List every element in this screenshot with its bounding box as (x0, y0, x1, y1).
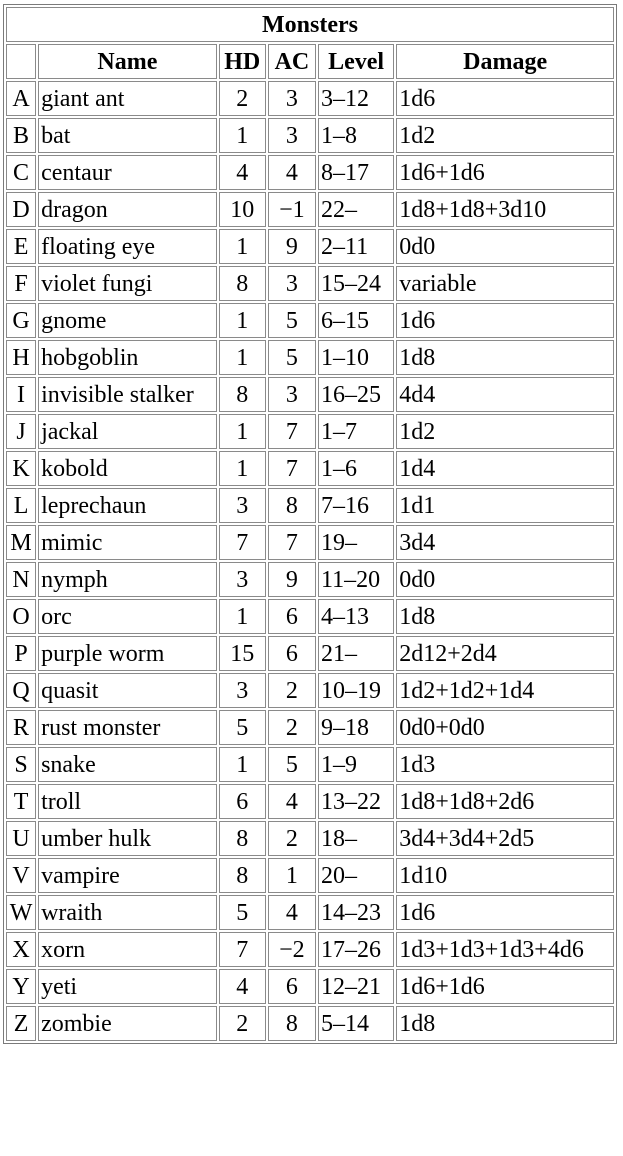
cell-damage: 0d0 (396, 229, 614, 264)
cell-hd: 1 (219, 340, 266, 375)
cell-level: 11–20 (318, 562, 394, 597)
cell-ac: 6 (268, 969, 316, 1004)
cell-name: nymph (38, 562, 217, 597)
cell-name: mimic (38, 525, 217, 560)
cell-ac: 3 (268, 81, 316, 116)
cell-letter: E (6, 229, 36, 264)
cell-hd: 5 (219, 710, 266, 745)
table-row (6, 414, 614, 449)
table-row (6, 118, 614, 153)
table-row (6, 710, 614, 745)
cell-hd: 4 (219, 969, 266, 1004)
cell-letter: B (6, 118, 36, 153)
table-row (6, 821, 614, 856)
cell-letter: Y (6, 969, 36, 1004)
cell-level: 1–8 (318, 118, 394, 153)
cell-name: rust monster (38, 710, 217, 745)
cell-name: dragon (38, 192, 217, 227)
cell-ac: 1 (268, 858, 316, 893)
cell-name: orc (38, 599, 217, 634)
cell-name: floating eye (38, 229, 217, 264)
cell-ac: 7 (268, 525, 316, 560)
cell-hd: 3 (219, 673, 266, 708)
cell-hd: 5 (219, 895, 266, 930)
cell-hd: 1 (219, 414, 266, 449)
cell-name: snake (38, 747, 217, 782)
cell-name: jackal (38, 414, 217, 449)
cell-name: hobgoblin (38, 340, 217, 375)
cell-letter: R (6, 710, 36, 745)
table-row (6, 340, 614, 375)
cell-name: bat (38, 118, 217, 153)
table-row (6, 1006, 614, 1041)
cell-name: violet fungi (38, 266, 217, 301)
cell-damage: 0d0+0d0 (396, 710, 614, 745)
table-row (6, 747, 614, 782)
cell-ac: 9 (268, 229, 316, 264)
cell-level: 13–22 (318, 784, 394, 819)
cell-level: 18– (318, 821, 394, 856)
header-ac: AC (268, 44, 316, 79)
cell-letter: O (6, 599, 36, 634)
table-row (6, 229, 614, 264)
cell-name: zombie (38, 1006, 217, 1041)
cell-hd: 1 (219, 229, 266, 264)
cell-hd: 2 (219, 81, 266, 116)
cell-level: 10–19 (318, 673, 394, 708)
cell-ac: −1 (268, 192, 316, 227)
table-row (6, 525, 614, 560)
cell-damage: 3d4 (396, 525, 614, 560)
cell-level: 17–26 (318, 932, 394, 967)
cell-level: 8–17 (318, 155, 394, 190)
cell-hd: 8 (219, 266, 266, 301)
cell-ac: 4 (268, 784, 316, 819)
table-row (6, 192, 614, 227)
cell-letter: D (6, 192, 36, 227)
cell-hd: 10 (219, 192, 266, 227)
table-row (6, 155, 614, 190)
table-row (6, 858, 614, 893)
cell-level: 9–18 (318, 710, 394, 745)
cell-hd: 2 (219, 1006, 266, 1041)
table-row (6, 266, 614, 301)
cell-name: yeti (38, 969, 217, 1004)
cell-damage: 1d3+1d3+1d3+4d6 (396, 932, 614, 967)
cell-damage: variable (396, 266, 614, 301)
cell-level: 15–24 (318, 266, 394, 301)
header-level: Level (318, 44, 394, 79)
cell-ac: 2 (268, 821, 316, 856)
table-row (6, 377, 614, 412)
table-caption: Monsters (6, 7, 614, 42)
cell-damage: 4d4 (396, 377, 614, 412)
cell-letter: K (6, 451, 36, 486)
cell-ac: 9 (268, 562, 316, 597)
cell-damage: 0d0 (396, 562, 614, 597)
cell-damage: 1d8 (396, 1006, 614, 1041)
cell-hd: 3 (219, 562, 266, 597)
cell-hd: 1 (219, 118, 266, 153)
table-row (6, 488, 614, 523)
cell-hd: 6 (219, 784, 266, 819)
cell-letter: Q (6, 673, 36, 708)
cell-level: 4–13 (318, 599, 394, 634)
cell-ac: 2 (268, 710, 316, 745)
cell-damage: 1d1 (396, 488, 614, 523)
cell-name: wraith (38, 895, 217, 930)
cell-level: 1–10 (318, 340, 394, 375)
cell-damage: 1d8+1d8+2d6 (396, 784, 614, 819)
cell-letter: S (6, 747, 36, 782)
cell-damage: 1d2 (396, 118, 614, 153)
cell-letter: P (6, 636, 36, 671)
cell-damage: 1d8 (396, 340, 614, 375)
cell-ac: 7 (268, 451, 316, 486)
cell-ac: 4 (268, 895, 316, 930)
cell-ac: 5 (268, 303, 316, 338)
cell-hd: 7 (219, 525, 266, 560)
cell-hd: 1 (219, 451, 266, 486)
cell-level: 22– (318, 192, 394, 227)
cell-hd: 4 (219, 155, 266, 190)
cell-letter: T (6, 784, 36, 819)
monsters-table (3, 4, 617, 1044)
cell-damage: 1d6+1d6 (396, 969, 614, 1004)
table-row (6, 969, 614, 1004)
table-row (6, 932, 614, 967)
cell-damage: 1d6 (396, 81, 614, 116)
cell-level: 16–25 (318, 377, 394, 412)
header-letter (6, 44, 36, 79)
caption-row (6, 7, 614, 42)
cell-ac: 2 (268, 673, 316, 708)
cell-level: 14–23 (318, 895, 394, 930)
cell-level: 12–21 (318, 969, 394, 1004)
cell-hd: 15 (219, 636, 266, 671)
cell-damage: 1d8+1d8+3d10 (396, 192, 614, 227)
header-damage: Damage (396, 44, 614, 79)
cell-level: 5–14 (318, 1006, 394, 1041)
cell-letter: I (6, 377, 36, 412)
cell-ac: 3 (268, 377, 316, 412)
cell-ac: −2 (268, 932, 316, 967)
cell-level: 20– (318, 858, 394, 893)
cell-level: 1–6 (318, 451, 394, 486)
cell-hd: 8 (219, 377, 266, 412)
cell-letter: H (6, 340, 36, 375)
cell-level: 19– (318, 525, 394, 560)
cell-hd: 8 (219, 821, 266, 856)
cell-hd: 1 (219, 599, 266, 634)
cell-damage: 1d10 (396, 858, 614, 893)
cell-damage: 3d4+3d4+2d5 (396, 821, 614, 856)
cell-damage: 1d6 (396, 895, 614, 930)
cell-name: kobold (38, 451, 217, 486)
table-row (6, 303, 614, 338)
cell-ac: 5 (268, 747, 316, 782)
header-name: Name (38, 44, 217, 79)
cell-ac: 5 (268, 340, 316, 375)
cell-letter: L (6, 488, 36, 523)
cell-ac: 3 (268, 118, 316, 153)
cell-name: xorn (38, 932, 217, 967)
header-hd: HD (219, 44, 266, 79)
header-row (6, 44, 614, 79)
table-row (6, 895, 614, 930)
cell-ac: 8 (268, 488, 316, 523)
cell-name: purple worm (38, 636, 217, 671)
cell-hd: 8 (219, 858, 266, 893)
cell-letter: J (6, 414, 36, 449)
cell-letter: X (6, 932, 36, 967)
cell-ac: 7 (268, 414, 316, 449)
cell-name: vampire (38, 858, 217, 893)
cell-damage: 1d2+1d2+1d4 (396, 673, 614, 708)
table-body (6, 81, 614, 1041)
cell-damage: 1d4 (396, 451, 614, 486)
cell-letter: W (6, 895, 36, 930)
cell-ac: 8 (268, 1006, 316, 1041)
cell-letter: A (6, 81, 36, 116)
cell-name: troll (38, 784, 217, 819)
cell-letter: C (6, 155, 36, 190)
cell-hd: 3 (219, 488, 266, 523)
cell-letter: G (6, 303, 36, 338)
cell-damage: 2d12+2d4 (396, 636, 614, 671)
cell-name: umber hulk (38, 821, 217, 856)
cell-letter: U (6, 821, 36, 856)
cell-level: 21– (318, 636, 394, 671)
cell-name: gnome (38, 303, 217, 338)
cell-damage: 1d8 (396, 599, 614, 634)
table-row (6, 636, 614, 671)
cell-name: leprechaun (38, 488, 217, 523)
cell-damage: 1d2 (396, 414, 614, 449)
cell-letter: N (6, 562, 36, 597)
cell-hd: 7 (219, 932, 266, 967)
cell-level: 7–16 (318, 488, 394, 523)
table-row (6, 562, 614, 597)
table-row (6, 673, 614, 708)
table-row (6, 81, 614, 116)
cell-letter: M (6, 525, 36, 560)
cell-letter: Z (6, 1006, 36, 1041)
cell-name: quasit (38, 673, 217, 708)
cell-damage: 1d3 (396, 747, 614, 782)
cell-ac: 6 (268, 636, 316, 671)
cell-damage: 1d6 (396, 303, 614, 338)
cell-hd: 1 (219, 303, 266, 338)
table-row (6, 451, 614, 486)
cell-level: 1–7 (318, 414, 394, 449)
cell-damage: 1d6+1d6 (396, 155, 614, 190)
cell-name: centaur (38, 155, 217, 190)
cell-name: invisible stalker (38, 377, 217, 412)
cell-level: 3–12 (318, 81, 394, 116)
table-row (6, 599, 614, 634)
cell-hd: 1 (219, 747, 266, 782)
cell-letter: F (6, 266, 36, 301)
cell-ac: 6 (268, 599, 316, 634)
cell-level: 6–15 (318, 303, 394, 338)
cell-level: 2–11 (318, 229, 394, 264)
cell-ac: 4 (268, 155, 316, 190)
cell-name: giant ant (38, 81, 217, 116)
cell-letter: V (6, 858, 36, 893)
table-row (6, 784, 614, 819)
cell-ac: 3 (268, 266, 316, 301)
cell-level: 1–9 (318, 747, 394, 782)
